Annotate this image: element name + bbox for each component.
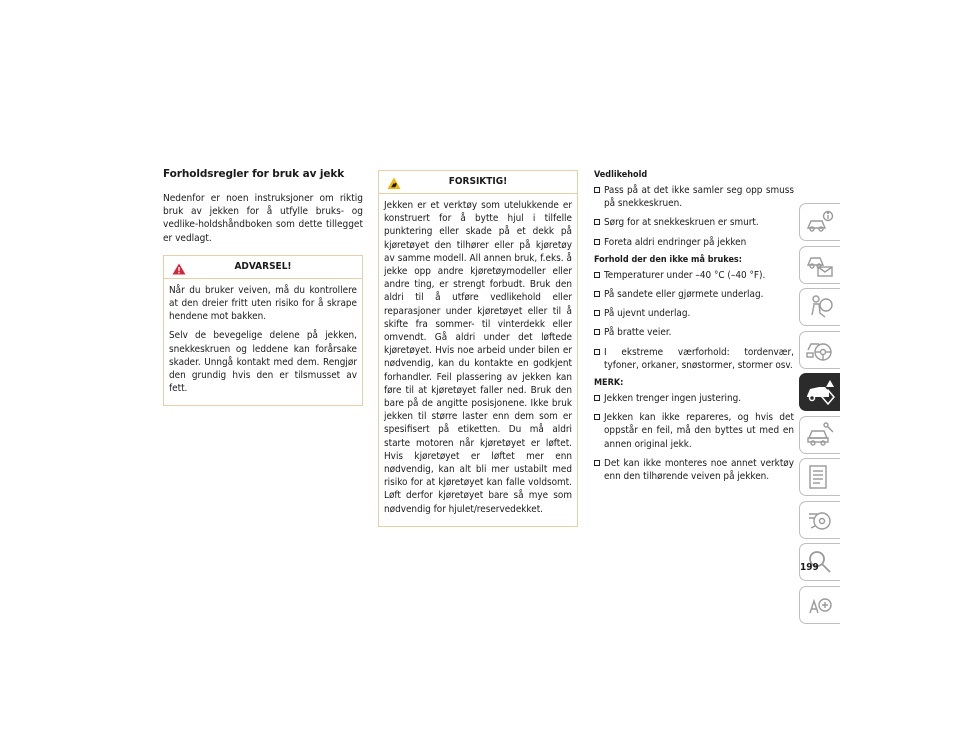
list-item: Foreta aldri endringer på jekken [594,236,794,249]
chapter-tab-car-info[interactable] [799,203,840,241]
caution-paragraph: Jekken er et verktøy som utelukkende er konstruert for å bytte hjul i tilfelle punktering eller skade på et dekk på kjøretøyet den tilhører eller på kjøretøy av samme modell. All annen bruk, f.eks. å jekke opp andre kjøretøymodeller eller andre ting, er strengt forbudt. Bruk den aldri til å utføre vedlikehold eller reparasjoner under kjøretøyet eller til å skifte fra sommer- til vinterdekk eller omvendt. Gå aldri under det løftede kjøretøyet. Hvis noe arbeid under bilen er nødvendig, kan du kontakte en godkjent forhandler. Feil plassering av jekken kan føre til at kjøretøyet faller ned. Bruk den bare på de angitte posisjonene. Ikke bruk jekken til større laster enn dem som er spesifisert på etiketten. Du må aldri starte motoren når kjøretøyet er løftet. Hvis kjøretøyet er løftet mer enn nødvendig, kan alt bli mer ustabilt med risiko for at kjøretøyet kan falle voldsomt. Løft derfor kjøretøyet bare så mye som nødvendig for hjulet/reservedekket. [384,200,572,515]
checkbox-bullet-icon [594,272,600,278]
list-item: Sørg for at snekkeskruen er smurt. [594,216,794,229]
subsection-title-note: MERK: [594,378,624,389]
checkbox-bullet-icon [594,329,600,335]
caution-label: FORSIKTIG! [448,176,508,187]
page-number: 199 [800,562,819,573]
right-column [594,170,794,489]
checkbox-bullet-icon [594,239,600,245]
caution-body [379,194,577,526]
chapter-tab-airbag[interactable] [799,288,840,326]
chapter-tab-steering[interactable] [799,331,840,369]
maintenance-list [594,184,794,249]
list-item: Pass på at det ikke samler seg opp smuss på snekkeskruen. [594,184,794,210]
warning-box [163,255,363,407]
warning-header [164,256,362,279]
car-mail-icon [805,251,835,279]
chapter-tab-service[interactable] [799,416,840,454]
intro-paragraph: Nedenfor er noen instruksjoner om riktig bruk av jekken for å utfylle bruks- og vedlike-holdshåndboken som dette tillegget er vedlagt. [163,193,363,244]
specifications-list-icon [805,463,835,491]
list-item: Det kan ikke monteres noe annet verktøy enn den tilhørende veiven på jekken. [594,457,794,483]
subsection-title-conditions: Forhold der den ikke må brukes: [594,254,742,265]
checkbox-bullet-icon [594,219,600,225]
checkbox-bullet-icon [594,291,600,297]
language-icon [805,591,835,619]
middle-column [378,170,578,527]
left-column [163,168,363,406]
list-item: Jekken trenger ingen justering. [594,392,794,405]
conditions-list [594,269,794,372]
car-service-icon [805,421,835,449]
caution-box [378,170,578,527]
car-jack-icon [805,378,835,406]
list-item: På ujevnt underlag. [594,307,794,320]
warning-body [164,279,362,406]
section-title-jack-precautions: Forholdsregler for bruk av jekk [163,168,345,180]
car-info-icon [805,208,835,236]
note-list [594,392,794,483]
checkbox-bullet-icon [594,310,600,316]
checkbox-bullet-icon [594,395,600,401]
list-item: Jekken kan ikke repareres, og hvis det oppstår en feil, må den byttes ut med en annen original jekk. [594,411,794,451]
subsection-title-maintenance: Vedlikehold [594,170,648,180]
list-item: På bratte veier. [594,326,794,339]
airbag-person-icon [805,293,835,321]
checkbox-bullet-icon [594,460,600,466]
list-item: I ekstreme værforhold: tordenvær, tyfoner, orkaner, snøstormer, stormer osv. [594,346,794,372]
checkbox-bullet-icon [594,349,600,355]
chapter-tab-car-mail[interactable] [799,246,840,284]
list-item: Temperaturer under –40 °C (–40 °F). [594,269,794,282]
caution-header [379,171,577,194]
warning-label: ADVARSEL! [234,260,292,272]
chapter-tab-multimedia[interactable] [799,501,840,539]
list-item: På sandete eller gjørmete underlag. [594,288,794,301]
warning-paragraph: Når du bruker veiven, må du kontrollere at den dreier fritt uten risiko for å skrape hendene mot bakken. [169,284,357,323]
steering-wheel-icon [805,336,835,364]
checkbox-bullet-icon [594,187,600,193]
warning-paragraph: Selv de bevegelige delene på jekken, snekkeskruen og leddene kan forårsake skader. Unngå kontakt med dem. Rengjør den grundig hvis den er tilsmusset av fett. [169,330,357,395]
multimedia-icon [805,506,835,534]
checkbox-bullet-icon [594,414,600,420]
chapter-tab-car-jack[interactable] [799,373,840,411]
chapter-tab-language[interactable] [799,586,840,624]
chapter-tab-specifications[interactable] [799,458,840,496]
